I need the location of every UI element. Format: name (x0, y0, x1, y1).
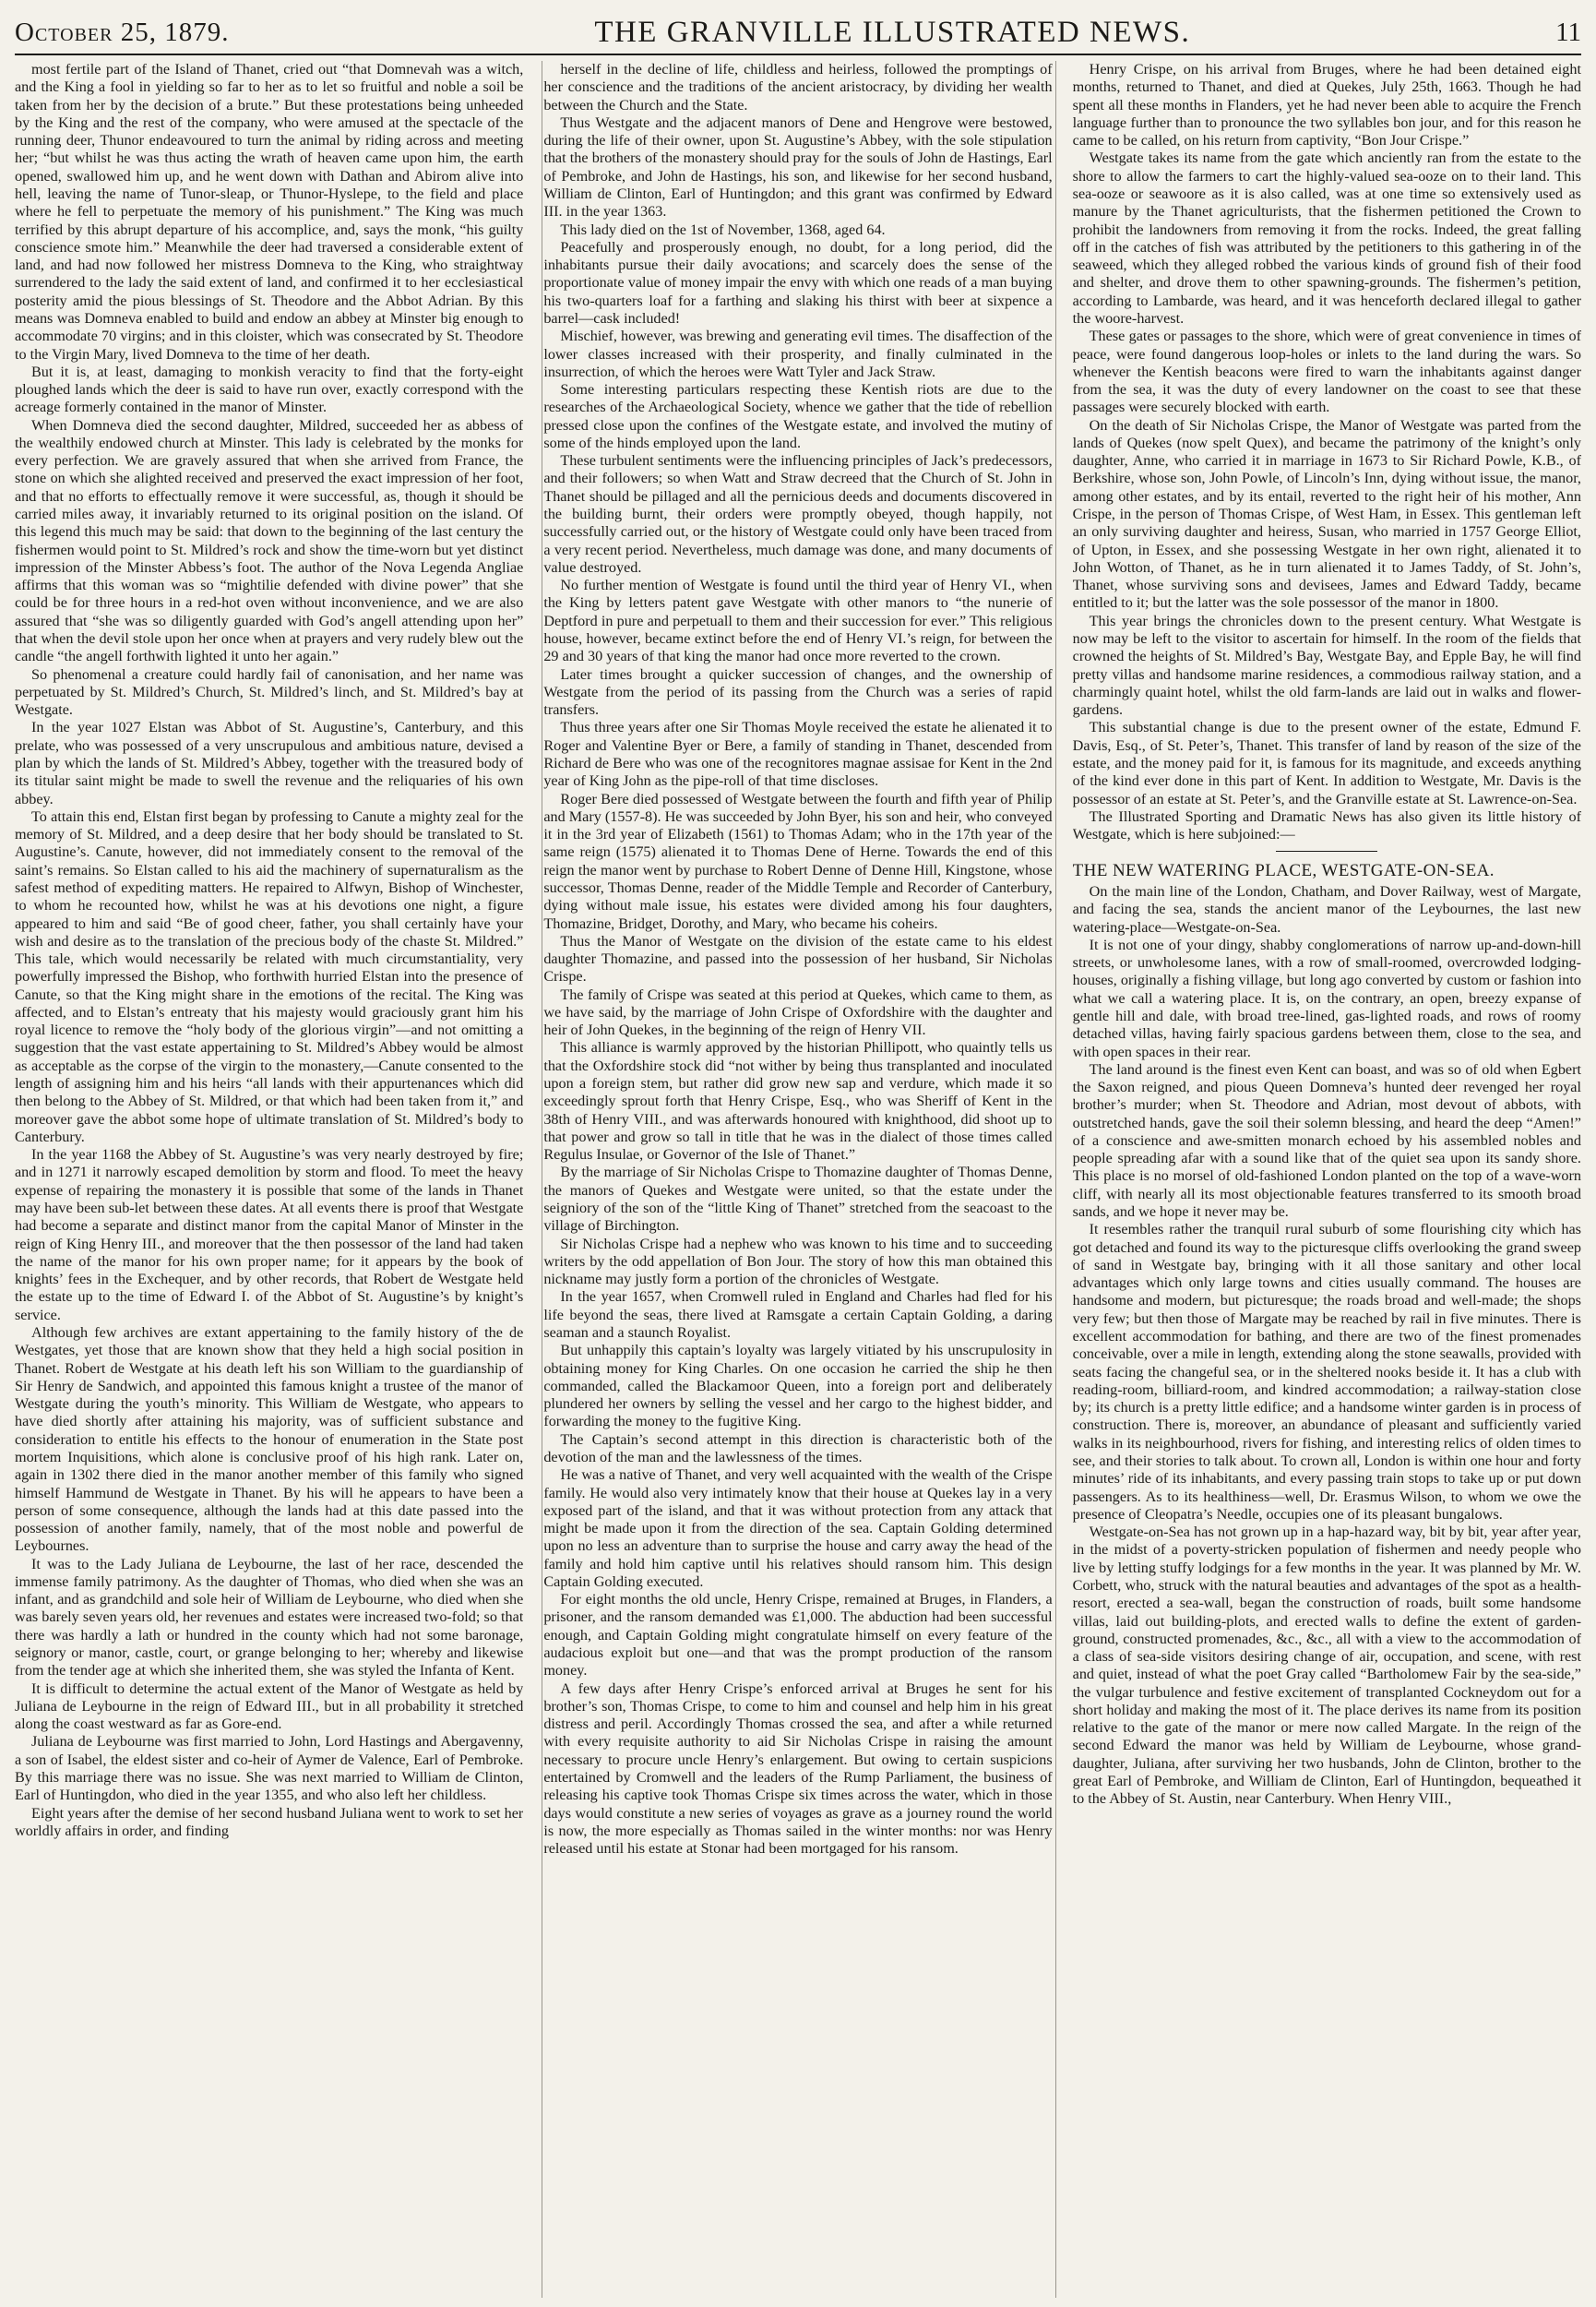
paragraph: Although few archives are extant appertaining to the family history of the de Westgates, yet those that are known show that they held a high social position in Thanet. Robert de Westgate at his death left his son William to the guardianship of Sir Henry de Sandwich, and appointed this famous knight a trustee of the manor of Westgate during the youth’s minority. This William de Westgate, who appears to have died shortly after attaining his majority, was of sufficient substance and consideration to entitle his effects to the honour of enumeration in the State post mortem Inquisitions, which alone is conclusive proof of his high rank. Later on, again in 1302 there died in the manor another member of this family who signed himself Hammund de Westgate in Thanet. By his will he appears to have been a person of some consequence, although the lands had at this date passed into the possession of another family, namely, that of the most noble and powerful de Leybournes. (15, 1323, 524, 1555)
paragraph: Westgate-on-Sea has not grown up in a hap-hazard way, bit by bit, year after year, in the midst of a poverty-stricken population of fishermen and needy people who live by letting stuffy lodgings for a few months in the year. It was planned by Mr. W. Corbett, who, struck with the natural beauties and advantages of the spot as a health-resort, erected a sea-wall, began the construction of roads, built some handsome villas, laid out building-plots, and erected walls to define the extent of garden-ground, constructed promenades, &c., &c., all with a view to the accommodation of a class of sea-side visitors desiring change of air, occupation, and scene, with rest and quiet, instead of what the poet Gray called “Bartholomew Fair by the sea-side,” the vulgar turbulence and festive excitement of transplanted Cockneydom out for a short holiday and making the most of it. The place derives its name from its position relative to the gate of the manor or mere now called Margate. In the reign of the second Edward the manor was held by William de Leybourne, whose grand-daughter, Juliana, after surviving her two husbands, John de Clinton, brother to the great Earl of Pembroke, and William de Clinton, Earl of Huntingdon, bequeathed it to the Abbey of St. Austin, near Canterbury. When Henry VIII., (1072, 1524, 1581, 1808)
paragraph: Roger Bere died possessed of Westgate between the fourth and fifth year of Philip and Mary (1557-8). He was succeeded by John Byer, his son and heir, who conveyed it in the 3rd year of Elizabeth (1561) to Thomas Adam; who in the 17th year of the same reign (1575) alienated it to Thomas Dene of Herne. Towards the end of this reign the manor went by purchase to Robert Denne of Denne Hill, Kingstone, whose successor, Thomas Denne, reader of the Middle Temple and Recorder of Canterbury, dying without male issue, his estates were divided among his four daughters, Thomazine, Bridget, Dorothy, and Mary, who became his coheirs. (543, 790, 1053, 932)
paragraph: This substantial change is due to the present owner of the estate, Edmund F. Davis, Esq., of St. Peter’s, Thanet. This transfer of land by reason of the size of the estate, and the money paid for it, is famous for its magnitude, and exceeds anything of the kind ever done in this part of Kent. In addition to Westgate, Mr. Davis is the possessor of an estate at St. Peter’s, and the Granville estate at St. Lawrence-on-Sea. (1072, 719, 1581, 807)
paragraph: This year brings the chronicles down to the present century. What Westgate is now may be left to the visitor to ascertain for himself. In the room of the fields that crowned the heights of St. Mildred’s Bay, Westgate Bay, and Epple Bay, he will find pretty villas and handsome marine residences, a commodious railway station, and a charmingly quaint hotel, whilst the old farm-lands are laid out in walks and flower-gardens. (1072, 612, 1581, 719)
paragraph: No further mention of Westgate is found until the third year of Henry VI., when the King by letters patent gave Westgate with other manors to “the nunerie of Deptford in pure and perpetuall to them and their succession for ever.” This religious house, however, became extinct before the end of Henry VI.’s reign, for between the 29 and 30 years of that king the manor had once more reverted to the crown. (543, 577, 1053, 665)
paragraph: The land around is the finest even Kent can boast, and was so of old when Egbert the Saxon reigned, and pious Queen Domneva’s hunted deer revenged her royal brother’s murder; when St. Theodore and Adrian, most devout of abbots, with outstretched hands, gave the soil their solemn blessing, and heard the deep “Amen!” of a conscience and awe-smitten monarch echoed by his assembled nobles and people spreading afar with a sound like that of the quiet sea upon its sandy shore. This place is no morsel of old-fashioned London planted on the top of a wave-worn cliff, with nearly all its most objectionable features transferred to its smooth broad sands, and we hope it never may be. (1072, 1060, 1581, 1221)
paragraph: In the year 1657, when Cromwell ruled in England and Charles had fled for his life beyond the seas, there lived at Ramsgate a certain Captain Golding, a daring seaman and a staunch Royalist. (543, 1288, 1053, 1341)
masthead (15, 11, 1581, 55)
paragraph: Henry Crispe, on his arrival from Bruges, where he had been detained eight months, returned to Thanet, and died at Quekes, July 25th, 1663. Though he had spent all these months in Flanders, yet he had never been able to acquire the French language further than to pronounce the two syllables bon jour, and for this reason he came to be called, on his return from captivity, “Bon Jour Crispe.” (1072, 61, 1581, 149)
paragraph: So phenomenal a creature could hardly fail of canonisation, and her name was perpetuated by St. Mildred’s Church, St. Mildred’s linch, and St. Mildred’s bay at Westgate. (15, 665, 524, 719)
paragraph: In the year 1168 the Abbey of St. Augustine’s was very nearly destroyed by fire; and in 1271 it narrowly escaped demolition by storm and flood. To meet the heavy expense of repairing the monastery it is possible that some of the lands in Thanet may have been sub-let between these dates. At all events there is proof that Westgate had become a separate and distinct manor from the capital Manor of Minster in the reign of King Henry III., and moreover that the then possessor of the land had taken the name of the manor for his own proper name; for it appears by the book of knights’ fees in the Exchequer, and by other records, that Robert de Westgate held the estate up to the time of Edward I. of the Abbot of St. Augustine’s by knight’s service. (15, 1146, 524, 1323)
issue-date: October 25, 1879. (15, 17, 230, 47)
paragraph: In the year 1027 Elstan was Abbot of St. Augustine’s, Canterbury, and this prelate, who was possessed of a very unscrupulous and ambitious nature, devised a plan by which the lands of St. Mildred’s Abbey, together with the treasured body of its titular saint might be made to swell the revenue and the reliquaries of his own abbey. (15, 719, 524, 807)
paragraph: The Captain’s second attempt in this direction is characteristic both of the devotion of the man and the lawlessness of the times. (543, 1430, 1053, 1465)
page-number: 11 (1555, 17, 1581, 47)
paragraph: But unhappily this captain’s loyalty was largely vitiated by his unscrupulosity in obtaining money for King Charles. On one occasion he carried the ship he then commanded, called the Blackamoor Queen, into a foreign port and deliberately plundered her owners by selling the vessel and her cargo to the highest bidder, and forwarding the money to the fugitive King. (543, 1342, 1053, 1430)
article-columns (15, 61, 1581, 2298)
paragraph: But it is, at least, damaging to monkish veracity to find that the forty-eight ploughed lands which the deer is said to have run over, exactly correspond with the acreage formerly contained in the manor of Minster. (15, 363, 524, 416)
paragraph: He was a native of Thanet, and very well acquainted with the wealth of the Crispe family. He would also very intimately know that their house at Quekes lay in a very exposed part of the island, and that it was without protection from any attack that might be made upon it from the direction of the sea. Captain Golding determined upon no less an adventure than to surprise the house and carry away the head of the family and hold him captive until his relatives should ransom him. This design Captain Golding executed. (543, 1466, 1053, 1590)
section-rule (1276, 851, 1377, 852)
paragraph: This alliance is warmly approved by the historian Phillipott, who quaintly tells us that the Oxfordshire stock did “not wither by being thus transplanted and inoculated upon a foreign stem, but rather did grow new sap and verdure, which made it so exceedingly sprout forth that Henry Crispe, Esq., who was Sheriff of Kent in the 38th of Henry VIII., and was afterwards honoured with knighthood, did shoot up to that power and grow so tall in title that he was in the dialect of those times called Regulus Insulae, or Governor of the Isle of Thanet.” (543, 1039, 1053, 1164)
article-column-2 (543, 61, 1052, 2298)
article-column-1 (15, 61, 523, 2298)
paragraph: Thus three years after one Sir Thomas Moyle received the estate he alienated it to Roger and Valentine Byer or Bere, a family of standing in Thanet, descended from Richard de Bere who was one of the recognitores magnae assisae for Kent in the 2nd year of King John as the pipe-roll of that time discloses. (543, 719, 1053, 790)
paragraph: On the death of Sir Nicholas Crispe, the Manor of Westgate was parted from the lands of Quekes (now spelt Quex), and became the patrimony of the knight’s only daughter, Anne, who carried it in marriage in 1673 to Sir Richard Powle, K.B., of Berkshire, whose son, John Powle, of Lincoln’s Inn, dying without issue, the manor, among other estates, and by its entail, reverted to the right heir of his mother, Ann Crispe, in the person of Thomas Crispe, of West Ham, in Essex. This gentleman left an only surviving daughter and heiress, Susan, who married in 1757 George Elliot, of Upton, in Essex, and she possessing Westgate in her own right, alienated it to John Wotton, of Thanet, as he in turn alienated it to James Taddy, of St. John’s, Thanet, whose surviving sons and devisees, James and Edward Taddy, became entitled to it; but the latter was the sole possessor of the manor in 1800. (1072, 416, 1581, 612)
paragraph: When Domneva died the second daughter, Mildred, succeeded her as abbess of the wealthily endowed church at Minster. This lady is celebrated by the monks for every perfection. We are gravely assured that when she arrived from France, the stone on which she alighted received and preserved the exact impression of her foot, and that no efforts to effectually remove it were successful, as, though it should be carried miles away, it invariably returned to its original position on the island. Of this legend this much may be said: that down to the beginning of the last century the fishermen would point to St. Mildred’s rock and show the time-worn but yet distinct impression of the Minster Abbess’s foot. The author of the Nova Legenda Angliae affirms that this woman was so “mightilie defended with divine power” that she could be for three hours in a red-hot oven without inconvenience, and we are also assured that “she was so diligently guarded with God’s angell attending upon her” that when the devil stole upon her once when at prayers and very rudely blew out the candle “the angell forthwith lighted it unto her again.” (15, 416, 524, 665)
column-3-watering-place (1073, 883, 1581, 1809)
newspaper-title: THE GRANVILLE ILLUSTRATED NEWS. (594, 15, 1191, 49)
paragraph: most fertile part of the Island of Thanet, cried out “that Domnevah was a witch, and the King a fool in yielding so far to her as to let so fruitful and noble a soil be taken from her by the decision of a brute.” But these protestations being unheeded by the King and the rest of the company, who were amused at the spectacle of the running deer, Thunor endeavoured to turn the animal by riding across and meeting her; “but whilst he was thus acting the wrath of heaven came upon him, the earth opened, swallowed him up, and he went down with Dathan and Abirom alive into hell, leaving the name of Tunor-sleap, or Thunor-Hyslepe, to the field and place where he fell to perpetuate the memory of his punishment.” The King was much terrified by this abrupt departure of his accomplice, and, says the monk, “his guilty conscience smote him.” Meanwhile the deer had traversed a considerable extent of land, and had now followed her mistress Domneva to the King, who straightway surrendered to the lady the said extent of land, and confirmed it to her ecclesiastical posterity amid the pious blessings of St. Theodore and the Abbot Adrian. By this means was Domneva enabled to build and endow an abbey at Minster big enough to accommodate 70 virgins; and in this cloister, which was consecrated by St. Theodore to the Virgin Mary, lived Domneva to the time of her death. (15, 61, 524, 363)
paragraph: For eight months the old uncle, Henry Crispe, remained at Bruges, in Flanders, a prisoner, and the ransom demanded was £1,000. The abduction had been successful enough, and Captain Golding might congratulate himself on every feature of the audacious exploit but one—and that was the prompt production of the ransom money. (543, 1591, 1053, 1679)
paragraph: These turbulent sentiments were the influencing principles of Jack’s predecessors, and their followers; so when Watt and Straw decreed that the Church of St. John in Thanet should be pillaged and all the pernicious deeds and documents discovered in the building burnt, their orders were promptly obeyed, though happily, not successfully carried out, or the history of Westgate could only have been traced from a very recent period. Nevertheless, much damage was done, and many documents of value destroyed. (543, 452, 1053, 576)
paragraph: These gates or passages to the shore, which were of great convenience in times of peace, were found dangerous loop-holes or inlets to the land during the wars. So whenever the Kentish beacons were fired to warn the inhabitants against danger from the sea, it was the duty of every landowner on the coast to see that these passages were securely blocked with earth. (1072, 328, 1581, 416)
paragraph: On the main line of the London, Chatham, and Dover Railway, west of Margate, and facing the sea, stands the ancient manor of the Leybournes, the last new watering-place—Westgate-on-Sea. (1072, 882, 1581, 936)
paragraph: To attain this end, Elstan first began by professing to Canute a mighty zeal for the memory of St. Mildred, and a deep desire that her body should be translated to St. Augustine’s. Canute, however, did not immediately consent to the removal of the saint’s remains. So Elstan called to his aid the machinery of supernaturalism as the safest method of expediting matters. He repaired to Alfwyn, Bishop of Winchester, to whom he recounted how, whilst he was at his devotions one night, a figure appeared to him and said “Be of good cheer, father, you shall certainly have your wish and desire as to the translation of the precious body of the chaste St. Mildred.” This tale, which would necessarily be related with much circumstantiality, very powerfully impressed the Bishop, who forthwith hurried Elstan into the presence of Canute, so that the King might share in the emotions of the recital. The King was affected, and to Elstan’s entreaty that his majesty would graciously grant him his royal licence to remove the “holy body of the glorious virgin”—and not omitting a suggestion that the vast estate appertaining to St. Mildred’s Abbey would be almost as acceptable as the corpse of the virgin to the monastery,—Canute consented to the length of assigning him and his heirs “all lands with their appurtenances which did then belong to the Abbey of St. Mildred, or that which had been taken from it,” and moreover gave the abbot some hope of ultimate translation of St. Mildred’s body to Canterbury. (15, 807, 524, 1145)
paragraph: It is difficult to determine the actual extent of the Manor of Westgate as held by Juliana de Leybourne in the reign of Edward III., but in all probability it stretched along the coast westward as far as Gore-end. (15, 1679, 524, 1733)
paragraph: It resembles rather the tranquil rural suburb of some flourishing city which has got detached and found its way to the picturesque cliffs overlooking the grand sweep of sand in Westgate bay, bringing with it all those sanitary and other local advantages which only large towns and cities usually command. The houses are handsome and modern, but picturesque; the roads broad and well-made; the shops very few; but then those of Margate may be reached by rail in five minutes. There is excellent accommodation for bathing, and there are two of the finest promenades conceivable, over a mile in length, extending along the stone seawalls, provided with seats facing the changeful sea, or in the sheltered nooks beside it. It has a club with reading-room, billiard-room, and kindred accommodation; a railway-station close by; its church is a pretty little edifice; and a handsome winter garden is in process of construction. There is, moreover, an abundance of pleasant and sufficiently varied walks in its neighbourhood, rivers for fishing, and interesting relics of olden times to see, and their stories to talk about. To crown all, London is within one hour and forty minutes’ ride of its inhabitants, and every passing train stops to take up or put down passengers. As to its healthiness—well, Dr. Erasmus Wilson, to whom we owe the presence of Cleopatra’s Needle, occupies one of its pleasant bungalows. (1072, 1221, 1581, 1523)
paragraph: Westgate takes its name from the gate which anciently ran from the estate to the shore to allow the farmers to cart the highly-valued sea-ooze on to their land. This sea-ooze or seawoore as it is also called, was at one time so extensively used as manure by the Thanet agriculturists, that the fishermen petitioned the Crown to prohibit the landowners from removing it from the rocks. Indeed, the great falling off in the catches of fish was attributed by the petitioners to this gathering in of the seaweed, which they alleged robbed the various kinds of ground fish of their food and shelter, and drove them to other spawning-grounds. The fishermen’s petition, according to Lambarde, was heard, and it was henceforth declared illegal to gather the woore-harvest. (1072, 149, 1581, 327)
paragraph: Thus Westgate and the adjacent manors of Dene and Hengrove were bestowed, during the life of their owner, upon St. Augustine’s Abbey, with the sole stipulation that the brothers of the monastery should pray for the souls of John de Hastings, Earl of Pembroke, and John de Hastings, his son, and likewise for her second husband, William de Clinton, Earl of Huntingdon; and this grant was confirmed by Edward III. in the year 1363. (543, 114, 1053, 221)
paragraph: Later times brought a quicker succession of changes, and the ownership of Westgate from the period of its passing from the Church was a series of rapid transfers. (543, 665, 1053, 719)
paragraph: This lady died on the 1st of November, 1368, aged 64. (560, 221, 886, 238)
paragraph: herself in the decline of life, childless and heirless, followed the promptings of her conscience and the traditions of the ancient aristocracy, by dividing her wealth between the Church and the State. (543, 61, 1053, 114)
column-3-history (1073, 61, 1581, 843)
paragraph: Juliana de Leybourne was first married to John, Lord Hastings and Abergavenny, a son of Isabel, the eldest sister and co-heir of Aymer de Valence, Earl of Pembroke. By this marriage there was no issue. She was next married to William de Clinton, Earl of Huntingdon, who died in the year 1355, and who also left her childless. (15, 1733, 524, 1804)
paragraph: Sir Nicholas Crispe had a nephew who was known to his time and to succeeding writers by the odd appellation of Bon Jour. The story of how this man obtained this nickname may justly form a portion of the chronicles of Westgate. (543, 1235, 1053, 1288)
paragraph: By the marriage of Sir Nicholas Crispe to Thomazine daughter of Thomas Denne, the manors of Quekes and Westgate were united, so that the estate under the seigniory of the son of the “little King of Thanet” stretched from the seacoast to the village of Birchington. (543, 1164, 1053, 1235)
paragraph: Mischief, however, was brewing and generating evil times. The disaffection of the lower classes increased with their prosperity, and finally culminated in the insurrection, of which the heroes were Watt Tyler and Jack Straw. (543, 328, 1053, 380)
paragraph: Some interesting particulars respecting these Kentish riots are due to the researches of the Archaeological Society, whence we gather that the tide of rebellion pressed close upon the confines of the Westgate estate, and involved the mutiny of some of the hinds employed upon the land. (543, 381, 1053, 451)
paragraph: Peacefully and prosperously enough, no doubt, for a long period, did the inhabitants pursue their daily avocations; and scarcely does the sense of the proportionate value of money impair the envy with which one reads of a man buying his two-quarters loaf for a farthing and slaking his thirst with beer at sixpence a barrel—cask included! (543, 238, 1053, 327)
paragraph: It is not one of your dingy, shabby conglomerations of narrow up-and-down-hill streets, or unwholesome lanes, with a row of small-roomed, overcrowded lodging-houses, originally a fishing village, but long ago converted by custom or fashion into what we call a watering place. It is, on the contrary, an open, breezy expanse of gentle hill and dale, with broad tree-lined, gas-lighted roads, and rows of roomy detached villas, having fairly spacious gardens between them, close to the sea, and with open spaces in their rear. (1072, 936, 1581, 1060)
paragraph: It was to the Lady Juliana de Leybourne, the last of her race, descended the immense family patrimony. As the daughter of Thomas, who died when she was an infant, and as grandchild and sole heir of William de Leybourne, who died when she was barely seven years old, her revenues and estates were increased two-fold; so that there was hardly a lath or hundred in the county which had not some baronage, seignory or manor, castle, court, or grange belonging to her; whereby and likewise from the tender age at which she inherited them, she was styled the Infanta of Kent. (15, 1555, 524, 1679)
section-heading: THE NEW WATERING PLACE, WESTGATE-ON-SEA. (1072, 861, 1495, 881)
paragraph: Eight years after the demise of her second husband Juliana went to work to set her worldly affairs in order, and finding (15, 1804, 524, 1839)
article-column-3 (1073, 61, 1581, 2298)
paragraph: A few days after Henry Crispe’s enforced arrival at Bruges he sent for his brother’s son, Thomas Crispe, to come to him and counsel and help him in his great distress and peril. Accordingly Thomas crossed the sea, and after a while returned with every requisite authority to aid Sir Nicholas Crispe in raising the amount necessary to procure uncle Henry’s enlargement. But owing to certain suspicions entertained by Cromwell and the leaders of the Rump Parliament, the business of releasing his captive took Thomas Crispe six times across the water, which in those days would constitute a new series of voyages as grave as a journey round the world is now, the more especially as Thomas sailed in the winter months: nor was Henry released until his estate at Stonar had been mortgaged for his ransom. (543, 1679, 1053, 1858)
paragraph: The family of Crispe was seated at this period at Quekes, which came to them, as we have said, by the marriage of John Crispe of Oxfordshire with the daughter and heir of John Quekes, in the beginning of the reign of Henry VII. (543, 986, 1053, 1039)
paragraph: The Illustrated Sporting and Dramatic News has also given its little history of Westgate, which is here subjoined:— (1072, 807, 1581, 843)
paragraph: Thus the Manor of Westgate on the division of the estate came to his eldest daughter Thomazine, and passed into the possession of her husband, Sir Nicholas Crispe. (543, 932, 1053, 986)
